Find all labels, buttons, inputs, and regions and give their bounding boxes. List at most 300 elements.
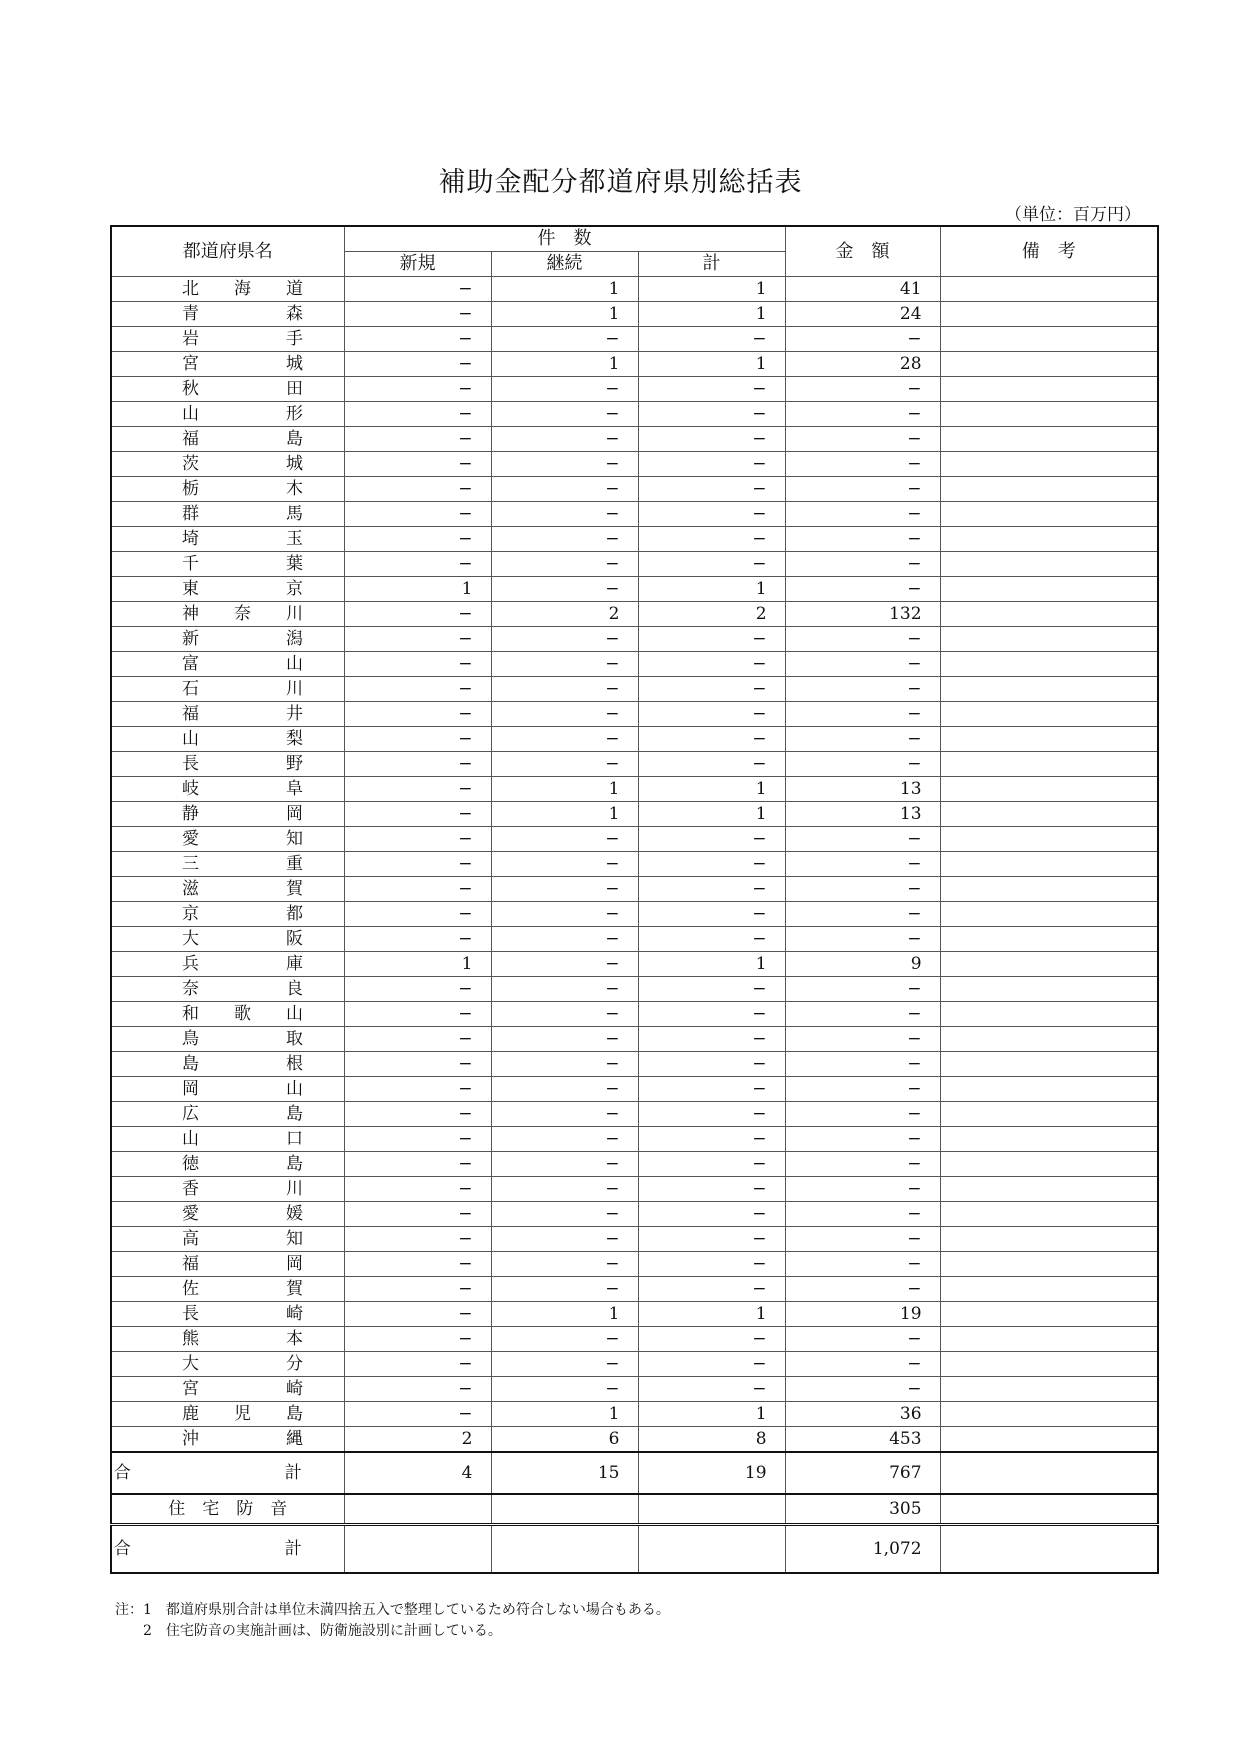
housing-new <box>344 1494 491 1525</box>
prefecture-name <box>111 327 344 352</box>
amount: − <box>785 327 940 352</box>
table-row <box>111 927 1158 952</box>
remarks <box>940 352 1158 377</box>
prefecture-char: 野 <box>286 754 303 774</box>
prefecture-name <box>111 977 344 1002</box>
remarks <box>940 977 1158 1002</box>
continuing-count: − <box>491 952 638 977</box>
table-row <box>111 577 1158 602</box>
prefecture-char: 馬 <box>286 504 303 524</box>
header-prefecture: 都道府県名 <box>111 226 344 277</box>
new-count: − <box>344 1102 491 1127</box>
amount: − <box>785 1252 940 1277</box>
total-count: − <box>638 902 785 927</box>
continuing-count: − <box>491 877 638 902</box>
continuing-count: 1 <box>491 277 638 302</box>
page-title: 補助金配分都道府県別総括表 <box>438 167 803 198</box>
prefecture-char: 奈 <box>182 979 199 999</box>
footnote-2: 2 住宅防音の実施計画は、防衛施設別に計画している。 <box>115 1623 502 1639</box>
table-row <box>111 1252 1158 1277</box>
prefecture-char: 根 <box>286 1054 303 1074</box>
prefecture-char: 岡 <box>286 804 303 824</box>
prefecture-char: 賀 <box>286 879 303 899</box>
remarks <box>940 627 1158 652</box>
prefecture-char: 愛 <box>182 1204 199 1224</box>
prefecture-name <box>111 777 344 802</box>
amount: 9 <box>785 952 940 977</box>
prefecture-char: 佐 <box>182 1279 199 1299</box>
prefecture-char: 群 <box>182 504 199 524</box>
amount: − <box>785 402 940 427</box>
table-row <box>111 1102 1158 1127</box>
total-count: − <box>638 1377 785 1402</box>
amount: − <box>785 827 940 852</box>
prefecture-char: 崎 <box>286 1304 303 1324</box>
prefecture-char: 山 <box>286 1079 303 1099</box>
continuing-count: − <box>491 527 638 552</box>
prefecture-char: 長 <box>182 1304 199 1324</box>
table-row <box>111 877 1158 902</box>
continuing-count: − <box>491 1277 638 1302</box>
continuing-count: − <box>491 377 638 402</box>
remarks <box>940 577 1158 602</box>
prefecture-name <box>111 727 344 752</box>
amount: − <box>785 727 940 752</box>
prefecture-char: 媛 <box>286 1204 303 1224</box>
prefecture-name <box>111 1352 344 1377</box>
remarks <box>940 1027 1158 1052</box>
remarks <box>940 1002 1158 1027</box>
remarks <box>940 1102 1158 1127</box>
total-count: − <box>638 1277 785 1302</box>
prefecture-char: 田 <box>286 379 303 399</box>
new-count: − <box>344 652 491 677</box>
continuing-count: − <box>491 1252 638 1277</box>
prefecture-name <box>111 827 344 852</box>
remarks <box>940 1327 1158 1352</box>
new-count: − <box>344 1252 491 1277</box>
prefecture-char: 島 <box>286 429 303 449</box>
prefecture-name <box>111 477 344 502</box>
remarks <box>940 402 1158 427</box>
continuing-count: − <box>491 827 638 852</box>
total-count: − <box>638 977 785 1002</box>
remarks <box>940 652 1158 677</box>
amount: − <box>785 1202 940 1227</box>
prefecture-name <box>111 652 344 677</box>
continuing-count: − <box>491 452 638 477</box>
prefecture-name <box>111 1327 344 1352</box>
prefecture-char: 秋 <box>182 379 199 399</box>
remarks <box>940 427 1158 452</box>
new-count: − <box>344 1302 491 1327</box>
total-count: − <box>638 552 785 577</box>
total-count: − <box>638 1002 785 1027</box>
continuing-count: − <box>491 402 638 427</box>
new-count: − <box>344 1202 491 1227</box>
continuing-count: 1 <box>491 302 638 327</box>
new-count: − <box>344 977 491 1002</box>
prefecture-char: 崎 <box>286 1379 303 1399</box>
prefecture-char: 長 <box>182 754 199 774</box>
new-count: − <box>344 1377 491 1402</box>
continuing-count: − <box>491 327 638 352</box>
prefecture-char: 京 <box>182 904 199 924</box>
amount: − <box>785 677 940 702</box>
prefecture-char: 歌 <box>234 1004 251 1024</box>
header-continuing: 継続 <box>491 252 638 277</box>
table-row <box>111 1352 1158 1377</box>
prefecture-char: 広 <box>182 1104 199 1124</box>
remarks <box>940 1377 1158 1402</box>
remarks <box>940 952 1158 977</box>
total-count: − <box>638 502 785 527</box>
table-row <box>111 677 1158 702</box>
prefecture-char: 神 <box>182 604 199 624</box>
prefecture-char: 沖 <box>182 1429 199 1449</box>
housing-total <box>638 1494 785 1525</box>
amount: − <box>785 627 940 652</box>
remarks <box>940 327 1158 352</box>
table-row <box>111 852 1158 877</box>
prefecture-char: 城 <box>286 454 303 474</box>
subtotal-label: 合 計 <box>111 1452 344 1494</box>
amount: − <box>785 1277 940 1302</box>
prefecture-char: 島 <box>286 1154 303 1174</box>
table-row <box>111 952 1158 977</box>
table-row <box>111 1427 1158 1453</box>
total-count: 8 <box>638 1427 785 1453</box>
prefecture-char: 庫 <box>286 954 303 974</box>
prefecture-name <box>111 1227 344 1252</box>
remarks <box>940 1177 1158 1202</box>
table-row <box>111 727 1158 752</box>
prefecture-name <box>111 627 344 652</box>
remarks <box>940 927 1158 952</box>
remarks <box>940 802 1158 827</box>
prefecture-char: 森 <box>286 304 303 324</box>
prefecture-char: 奈 <box>234 604 251 624</box>
prefecture-name <box>111 277 344 302</box>
total-count: − <box>638 1027 785 1052</box>
housing-row <box>111 1494 1158 1525</box>
prefecture-name <box>111 1027 344 1052</box>
table-row <box>111 652 1158 677</box>
prefecture-name <box>111 502 344 527</box>
amount: − <box>785 377 940 402</box>
prefecture-name <box>111 1127 344 1152</box>
continuing-count: − <box>491 1352 638 1377</box>
new-count: − <box>344 427 491 452</box>
continuing-count: − <box>491 1052 638 1077</box>
prefecture-name <box>111 1177 344 1202</box>
new-count: 1 <box>344 952 491 977</box>
new-count: − <box>344 1002 491 1027</box>
amount: − <box>785 852 940 877</box>
prefecture-char: 岐 <box>182 779 199 799</box>
amount: − <box>785 1102 940 1127</box>
new-count: − <box>344 752 491 777</box>
prefecture-char: 木 <box>286 479 303 499</box>
prefecture-char: 福 <box>182 704 199 724</box>
new-count: − <box>344 302 491 327</box>
prefecture-char: 島 <box>286 1404 303 1424</box>
continuing-count: − <box>491 577 638 602</box>
prefecture-char: 熊 <box>182 1329 199 1349</box>
continuing-count: − <box>491 752 638 777</box>
continuing-count: 1 <box>491 802 638 827</box>
prefecture-name <box>111 802 344 827</box>
table-row <box>111 527 1158 552</box>
total-count: − <box>638 327 785 352</box>
subtotal-remarks <box>940 1452 1158 1494</box>
table-row <box>111 902 1158 927</box>
prefecture-char: 分 <box>286 1354 303 1374</box>
housing-continuing <box>491 1494 638 1525</box>
total-count: − <box>638 702 785 727</box>
amount: − <box>785 452 940 477</box>
remarks <box>940 452 1158 477</box>
prefecture-name <box>111 1402 344 1427</box>
total-count: 1 <box>638 302 785 327</box>
remarks <box>940 377 1158 402</box>
prefecture-name <box>111 377 344 402</box>
new-count: − <box>344 1177 491 1202</box>
continuing-count: − <box>491 1202 638 1227</box>
prefecture-char: 埼 <box>182 529 199 549</box>
remarks <box>940 902 1158 927</box>
new-count: 1 <box>344 577 491 602</box>
prefecture-char: 山 <box>286 654 303 674</box>
table-row <box>111 502 1158 527</box>
header-remarks: 備 考 <box>940 226 1158 277</box>
total-count: − <box>638 1352 785 1377</box>
new-count: − <box>344 1352 491 1377</box>
prefecture-char: 兵 <box>182 954 199 974</box>
amount: 13 <box>785 802 940 827</box>
prefecture-char: 岡 <box>182 1079 199 1099</box>
prefecture-char: 和 <box>182 1004 199 1024</box>
remarks <box>940 277 1158 302</box>
remarks <box>940 827 1158 852</box>
amount: − <box>785 477 940 502</box>
total-count: − <box>638 627 785 652</box>
amount: − <box>785 502 940 527</box>
amount: 19 <box>785 1302 940 1327</box>
total-count: − <box>638 727 785 752</box>
prefecture-name <box>111 702 344 727</box>
prefecture-char: 山 <box>182 1129 199 1149</box>
remarks <box>940 527 1158 552</box>
prefecture-name <box>111 1052 344 1077</box>
table-row <box>111 1402 1158 1427</box>
new-count: − <box>344 552 491 577</box>
prefecture-name <box>111 1377 344 1402</box>
total-count: − <box>638 877 785 902</box>
continuing-count: 1 <box>491 777 638 802</box>
remarks <box>940 552 1158 577</box>
table-row <box>111 1127 1158 1152</box>
prefecture-char: 山 <box>182 729 199 749</box>
new-count: − <box>344 877 491 902</box>
prefecture-name <box>111 427 344 452</box>
table-row <box>111 1077 1158 1102</box>
total-count: − <box>638 752 785 777</box>
table-row <box>111 1302 1158 1327</box>
total-count: − <box>638 1127 785 1152</box>
continuing-count: − <box>491 1102 638 1127</box>
new-count: − <box>344 452 491 477</box>
amount: − <box>785 902 940 927</box>
continuing-count: − <box>491 1327 638 1352</box>
table-row <box>111 552 1158 577</box>
grand-new <box>344 1525 491 1574</box>
total-count: − <box>638 1327 785 1352</box>
new-count: − <box>344 627 491 652</box>
table-row <box>111 1327 1158 1352</box>
continuing-count: 2 <box>491 602 638 627</box>
summary-table <box>110 225 1159 1574</box>
new-count: − <box>344 327 491 352</box>
amount: 453 <box>785 1427 940 1453</box>
prefecture-char: 児 <box>234 1404 251 1424</box>
continuing-count: − <box>491 627 638 652</box>
amount: − <box>785 977 940 1002</box>
amount: − <box>785 1377 940 1402</box>
remarks <box>940 1202 1158 1227</box>
prefecture-name <box>111 552 344 577</box>
unit-label: （単位：百万円） <box>1005 205 1141 225</box>
housing-amount: 305 <box>785 1494 940 1525</box>
prefecture-char: 茨 <box>182 454 199 474</box>
total-count: 1 <box>638 352 785 377</box>
continuing-count: − <box>491 1227 638 1252</box>
new-count: − <box>344 477 491 502</box>
new-count: 2 <box>344 1427 491 1453</box>
housing-remarks <box>940 1494 1158 1525</box>
continuing-count: − <box>491 1077 638 1102</box>
total-count: 1 <box>638 277 785 302</box>
continuing-count: 1 <box>491 1402 638 1427</box>
prefecture-char: 東 <box>182 579 199 599</box>
remarks <box>940 852 1158 877</box>
new-count: − <box>344 852 491 877</box>
prefecture-name <box>111 877 344 902</box>
prefecture-char: 岩 <box>182 329 199 349</box>
header-new: 新規 <box>344 252 491 277</box>
amount: − <box>785 427 940 452</box>
total-count: − <box>638 1102 785 1127</box>
prefecture-name <box>111 852 344 877</box>
new-count: − <box>344 277 491 302</box>
prefecture-char: 新 <box>182 629 199 649</box>
total-count: 1 <box>638 577 785 602</box>
new-count: − <box>344 502 491 527</box>
grand-label: 合 計 <box>111 1525 344 1574</box>
table-row <box>111 1052 1158 1077</box>
table-row <box>111 977 1158 1002</box>
prefecture-char: 石 <box>182 679 199 699</box>
new-count: − <box>344 827 491 852</box>
footnotes <box>115 1600 670 1642</box>
prefecture-char: 福 <box>182 1254 199 1274</box>
total-count: − <box>638 1252 785 1277</box>
prefecture-char: 取 <box>286 1029 303 1049</box>
prefecture-char: 山 <box>182 404 199 424</box>
prefecture-char: 川 <box>286 679 303 699</box>
table-row <box>111 827 1158 852</box>
table-row <box>111 1202 1158 1227</box>
continuing-count: − <box>491 1177 638 1202</box>
total-count: 2 <box>638 602 785 627</box>
table-row <box>111 427 1158 452</box>
prefecture-char: 知 <box>286 1229 303 1249</box>
amount: − <box>785 652 940 677</box>
prefecture-char: 福 <box>182 429 199 449</box>
continuing-count: − <box>491 502 638 527</box>
total-count: − <box>638 1177 785 1202</box>
subtotal-amount: 767 <box>785 1452 940 1494</box>
new-count: − <box>344 1052 491 1077</box>
table-row <box>111 277 1158 302</box>
table-row <box>111 377 1158 402</box>
total-count: − <box>638 427 785 452</box>
table-row <box>111 452 1158 477</box>
table-row <box>111 602 1158 627</box>
prefecture-char: 香 <box>182 1179 199 1199</box>
new-count: − <box>344 377 491 402</box>
prefecture-char: 静 <box>182 804 199 824</box>
remarks <box>940 602 1158 627</box>
prefecture-char: 京 <box>286 579 303 599</box>
continuing-count: − <box>491 1027 638 1052</box>
continuing-count: 1 <box>491 1302 638 1327</box>
total-count: − <box>638 677 785 702</box>
amount: − <box>785 1002 940 1027</box>
prefecture-name <box>111 952 344 977</box>
prefecture-char: 道 <box>286 279 303 299</box>
prefecture-char: 鳥 <box>182 1029 199 1049</box>
new-count: − <box>344 1127 491 1152</box>
continuing-count: − <box>491 1127 638 1152</box>
continuing-count: − <box>491 652 638 677</box>
total-count: − <box>638 377 785 402</box>
continuing-count: − <box>491 552 638 577</box>
remarks <box>940 1152 1158 1177</box>
table-row <box>111 1152 1158 1177</box>
new-count: − <box>344 1277 491 1302</box>
amount: 36 <box>785 1402 940 1427</box>
continuing-count: − <box>491 702 638 727</box>
header-subtotal: 計 <box>638 252 785 277</box>
remarks <box>940 1352 1158 1377</box>
prefecture-char: 知 <box>286 829 303 849</box>
amount: 41 <box>785 277 940 302</box>
total-count: − <box>638 852 785 877</box>
remarks <box>940 752 1158 777</box>
table-row <box>111 702 1158 727</box>
table-row <box>111 627 1158 652</box>
prefecture-char: 形 <box>286 404 303 424</box>
grand-total-row <box>111 1525 1158 1574</box>
new-count: − <box>344 927 491 952</box>
remarks <box>940 777 1158 802</box>
amount: − <box>785 527 940 552</box>
prefecture-char: 青 <box>182 304 199 324</box>
prefecture-char: 賀 <box>286 1279 303 1299</box>
remarks <box>940 1252 1158 1277</box>
new-count: − <box>344 1027 491 1052</box>
